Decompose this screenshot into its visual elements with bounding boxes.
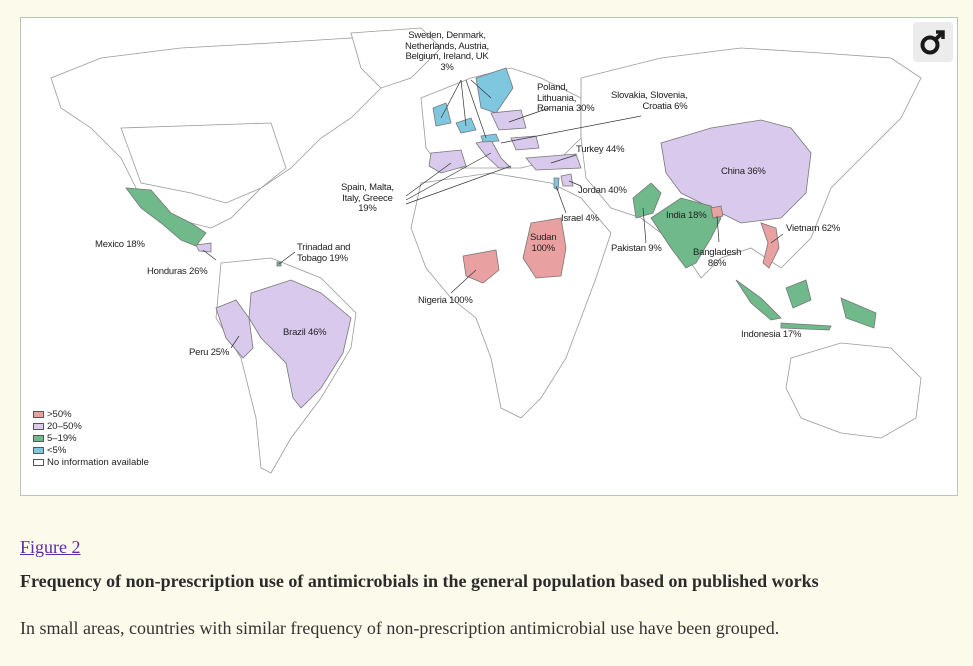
world-map: [20, 17, 958, 496]
label-brazil: Brazil 46%: [283, 327, 327, 338]
map-canvas: [21, 18, 957, 495]
legend-item-no-info: [33, 456, 149, 468]
label-vietnam: Vietnam 62%: [786, 223, 841, 234]
label-china: China 36%: [721, 166, 766, 177]
legend-item-20-50: [33, 420, 149, 432]
label-slovakia: Slovakia, Slovenia, Croatia 6%: [611, 90, 688, 112]
figure-description: In small areas, countries with similar frequency of non-prescription antimicrobial use have been grouped.: [20, 618, 780, 638]
legend-swatch-no-info: [33, 459, 44, 466]
label-bangladesh: Bangladesh 86%: [693, 247, 742, 269]
male-symbol-icon: [913, 22, 953, 62]
label-sudan: Sudan 100%: [530, 232, 557, 254]
label-trinidad: Trinadad and Tobago 19%: [297, 242, 351, 264]
map-legend: [33, 408, 149, 468]
label-nigeria: Nigeria 100%: [418, 295, 473, 306]
label-turkey: Turkey 44%: [576, 144, 625, 155]
label-poland: Poland, Lithuania, Romania 30%: [537, 82, 595, 114]
legend-label-no-info: No information available: [47, 456, 149, 468]
legend-label-lt5: <5%: [47, 444, 67, 456]
label-pakistan: Pakistan 9%: [611, 243, 662, 254]
label-honduras: Honduras 26%: [147, 266, 208, 277]
label-peru: Peru 25%: [189, 347, 230, 358]
leader-trinidad: [279, 252, 295, 264]
label-northern-europe: Sweden, Denmark, Netherlands, Austria, Belgium, Ireland, UK 3%: [405, 30, 489, 73]
figure-title: Frequency of non-prescription use of antimicrobials in the general population based on published works: [20, 571, 819, 591]
label-india: India 18%: [666, 210, 707, 221]
legend-label-5-19: 5–19%: [47, 432, 77, 444]
figure-link[interactable]: Figure 2: [20, 537, 81, 557]
label-jordan: Jordan 40%: [578, 185, 627, 196]
legend-swatch-5-19: [33, 435, 44, 442]
legend-item-5-19: [33, 432, 149, 444]
australia-shape: [786, 343, 921, 438]
legend-item-lt5: [33, 444, 149, 456]
legend-swatch-20-50: [33, 423, 44, 430]
indonesia-east: [841, 298, 876, 328]
label-israel: Israel 4%: [561, 213, 599, 224]
label-indonesia: Indonesia 17%: [741, 329, 802, 340]
legend-label-gt50: >50%: [47, 408, 72, 420]
indonesia-borneo: [786, 280, 811, 308]
legend-swatch-lt5: [33, 447, 44, 454]
legend-label-20-50: 20–50%: [47, 420, 82, 432]
legend-item-gt50: [33, 408, 149, 420]
legend-swatch-gt50: [33, 411, 44, 418]
indonesia-sumatra: [736, 280, 781, 320]
jordan-region: [561, 174, 573, 186]
label-mexico: Mexico 18%: [95, 239, 145, 250]
label-spain: Spain, Malta, Italy, Greece 19%: [341, 182, 394, 214]
